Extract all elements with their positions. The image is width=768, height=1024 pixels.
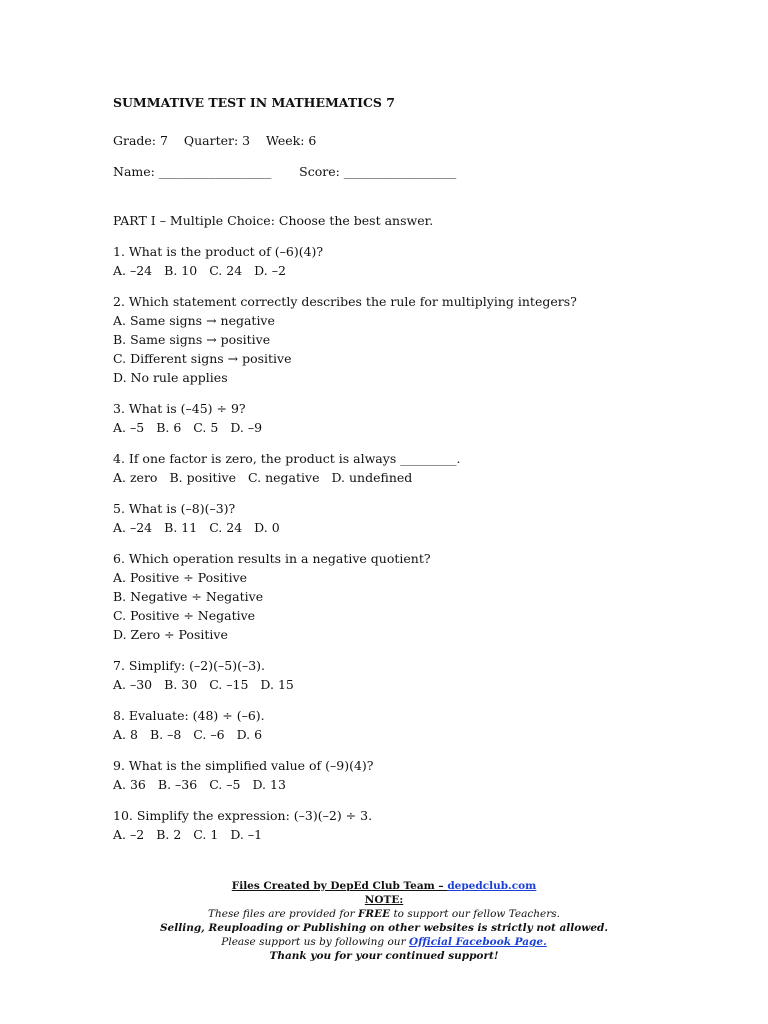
answer-option: A. –30: [113, 677, 153, 692]
answer-option: A. zero: [113, 470, 158, 485]
name-score-row: [113, 162, 713, 181]
footer-line-1-post: to support our fellow Teachers.: [390, 908, 561, 920]
grade-quarter-week: [113, 131, 713, 150]
question-item: [113, 499, 713, 537]
footer-line-1-bold: FREE: [357, 908, 391, 920]
answer-option: B. 10: [164, 263, 198, 278]
answer-option: D. 15: [260, 677, 294, 692]
answer-option: B. 30: [164, 677, 198, 692]
answer-options: [113, 261, 713, 280]
answer-option: C. 24: [209, 263, 243, 278]
footer-site-link[interactable]: depedclub.com: [447, 880, 537, 892]
answer-option: A. –24: [113, 263, 153, 278]
answer-option: D. No rule applies: [113, 370, 228, 385]
question-text: 9. What is the simplified value of (–9)(4)?: [113, 758, 374, 773]
answer-option: B. –36: [157, 777, 198, 792]
footer-note: NOTE:: [364, 894, 404, 906]
question-text: 3. What is (–45) ÷ 9?: [113, 401, 246, 416]
footer-created-by: Files Created by DepEd Club Team –: [231, 880, 448, 892]
answer-options: [113, 825, 713, 844]
answer-option: A. –5: [113, 420, 145, 435]
question-text: 6. Which operation results in a negative quotient?: [113, 551, 431, 566]
test-content: [113, 94, 713, 856]
footer-line-1-pre: These files are provided for: [207, 908, 358, 920]
question-item: [113, 399, 713, 437]
footer-line-4: Thank you for your continued support!: [269, 950, 499, 962]
page-title: SUMMATIVE TEST IN MATHEMATICS 7: [113, 95, 395, 110]
facebook-page-link[interactable]: Official Facebook Page.: [408, 936, 547, 948]
score-field: Score: __________________: [299, 164, 457, 179]
grade-label: Grade: 7: [113, 133, 168, 148]
question-item: [113, 706, 713, 744]
question-text: 4. If one factor is zero, the product is always _________.: [113, 451, 461, 466]
answer-option: D. Zero ÷ Positive: [113, 627, 228, 642]
answer-option: D. 0: [254, 520, 280, 535]
question-item: [113, 242, 713, 280]
answer-option: D. –1: [230, 827, 263, 842]
question-item: [113, 449, 713, 487]
footer-notice: [0, 879, 768, 963]
name-field: Name: __________________: [113, 164, 272, 179]
answer-option: C. –6: [193, 727, 225, 742]
answer-option: B. 2: [156, 827, 182, 842]
answer-option: B. Negative ÷ Negative: [113, 589, 264, 604]
question-text: 10. Simplify the expression: (–3)(–2) ÷ 3.: [113, 808, 373, 823]
question-text: 1. What is the product of (–6)(4)?: [113, 244, 324, 259]
answer-option: A. 36: [113, 777, 146, 792]
answer-option: D. –2: [254, 263, 286, 278]
answer-options: [113, 468, 713, 487]
answer-option: B. 11: [164, 520, 198, 535]
answer-option: B. positive: [169, 470, 237, 485]
answer-options: [113, 675, 713, 694]
answer-option: C. –5: [209, 777, 241, 792]
quarter-label: Quarter: 3: [183, 133, 251, 148]
footer-line-3-pre: Please support us by following our: [221, 936, 409, 948]
footer-line-3: [0, 935, 768, 949]
answer-option: A. Same signs → negative: [113, 313, 275, 328]
answer-option: D. 6: [236, 727, 263, 742]
answer-option: B. Same signs → positive: [113, 332, 271, 347]
question-item: [113, 756, 713, 794]
part1-instruction: PART I – Multiple Choice: Choose the best answer.: [113, 213, 434, 228]
answer-options: [113, 775, 713, 794]
week-label: Week: 6: [266, 133, 317, 148]
answer-option: C. Different signs → positive: [113, 351, 292, 366]
question-item: [113, 292, 713, 387]
answer-option: A. –2: [113, 827, 145, 842]
answer-option: D. –9: [230, 420, 263, 435]
answer-option: C. Positive ÷ Negative: [113, 608, 256, 623]
answer-options: [113, 518, 713, 537]
question-text: 2. Which statement correctly describes the rule for multiplying integers?: [113, 294, 577, 309]
question-text: 8. Evaluate: (48) ÷ (–6).: [113, 708, 265, 723]
footer-line-1: [0, 907, 768, 921]
answer-options: [113, 725, 713, 744]
footer-line-2: Selling, Reuploading or Publishing on other websites is strictly not allowed.: [159, 922, 609, 934]
question-item: [113, 549, 713, 644]
answer-option: C. 24: [209, 520, 243, 535]
question-text: 5. What is (–8)(–3)?: [113, 501, 236, 516]
question-text: 7. Simplify: (–2)(–5)(–3).: [113, 658, 266, 673]
answer-option: D. undefined: [331, 470, 413, 485]
answer-option: A. 8: [113, 727, 138, 742]
answer-option: B. –8: [149, 727, 182, 742]
answer-option: B. 6: [156, 420, 182, 435]
answer-option: C. –15: [209, 677, 249, 692]
answer-option: A. –24: [113, 520, 153, 535]
answer-option: D. 13: [252, 777, 286, 792]
question-item: [113, 656, 713, 694]
answer-option: C. negative: [248, 470, 320, 485]
answer-options: [113, 418, 713, 437]
footer-credit: [0, 879, 768, 893]
answer-option: C. 5: [193, 420, 219, 435]
question-item: [113, 806, 713, 844]
answer-option: C. 1: [193, 827, 219, 842]
answer-option: A. Positive ÷ Positive: [113, 570, 248, 585]
question-list: [113, 242, 713, 844]
